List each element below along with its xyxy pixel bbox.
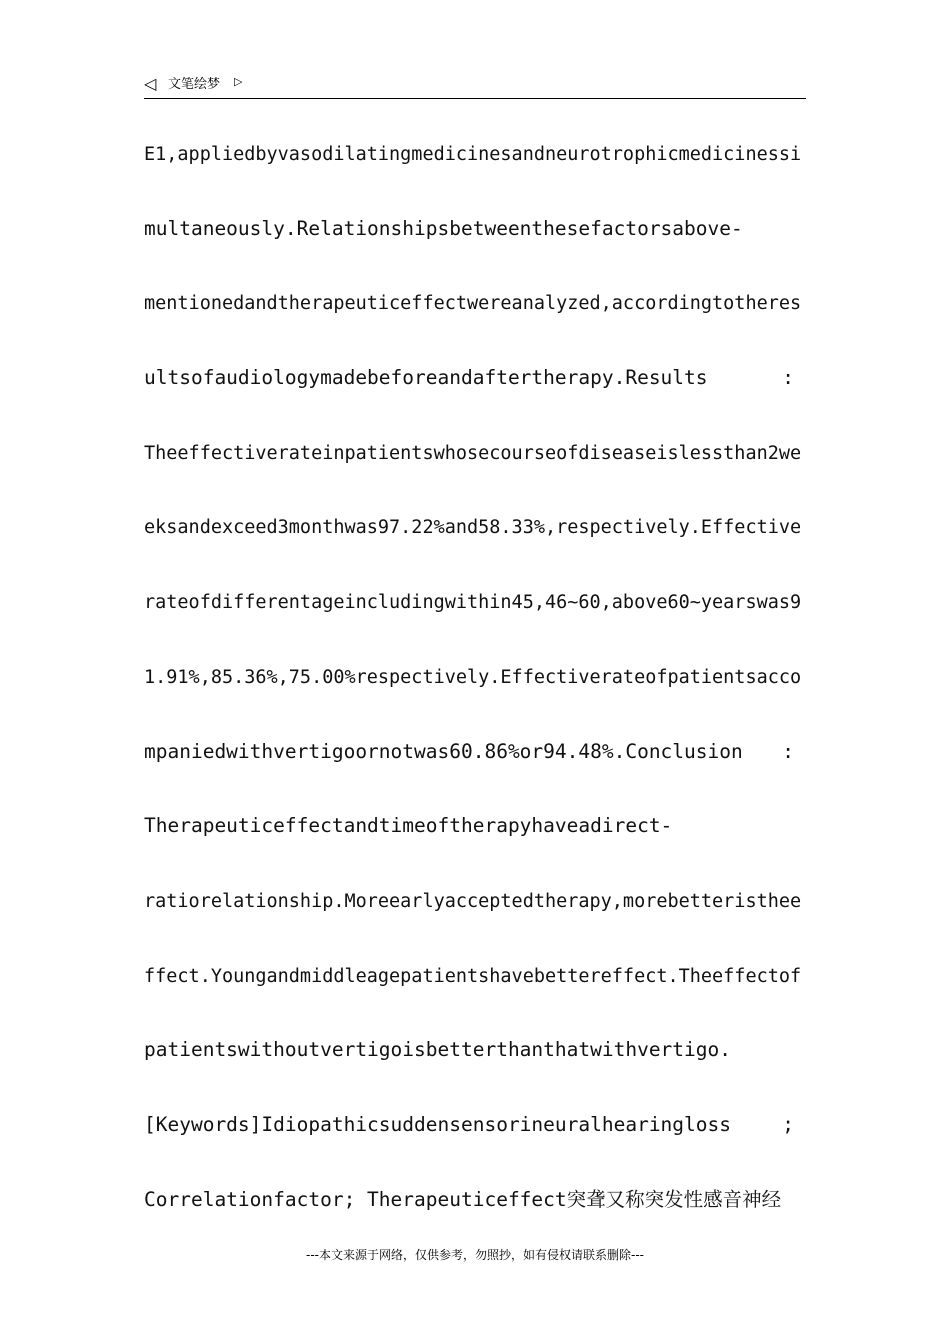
text-line [144,732,806,807]
line-text: 1.91%,85.36%,75.00%respectively.Effectiverateofpatientsacco [144,666,802,688]
line-text: Theeffectiverateinpatientswhosecourseofdiseaseislessthan2we [144,442,802,464]
abstract-body [144,134,806,1254]
text-line [144,1105,806,1180]
text-line [144,209,806,284]
text-line [144,881,806,956]
text-line [144,134,806,209]
line-text: ffect.Youngandmiddleagepatientshavebettereffect.Theeffectof [144,965,802,987]
text-line [144,582,806,657]
line-text: ultsofaudiologymadebeforeandaftertherapy.Results [144,366,708,390]
line-text: multaneously.Relationshipsbetweenthesefactorsabove- [144,216,743,240]
text-line [144,283,806,358]
line-text: Correlationfactor; Therapeuticeffect突聋又称突发性感音神经 [144,1187,782,1211]
left-triangle-icon: ◁ [144,74,157,93]
text-line [144,1180,806,1255]
line-text: [Keywords]Idiopathicsuddensensorineuralhearingloss [144,1112,731,1136]
line-text: eksandexceed3monthwas97.22%and58.33%,respectively.Effective [144,517,802,539]
line-punctuation: ; [782,1112,794,1136]
line-text: rateofdifferentageincludingwithin45,46~60,above60~yearswas9 [144,592,802,614]
line-punctuation: : [782,366,794,390]
text-line [144,657,806,732]
line-text: Therapeuticeffectandtimeoftherapyhaveadirect- [144,814,673,838]
text-line [144,358,806,433]
line-text: mpaniedwithvertigoornotwas60.86%or94.48%.Conclusion [144,739,743,763]
line-text: E1,appliedbyvasodilatingmedicinesandneurotrophicmedicinessi [144,144,802,165]
text-line [144,507,806,582]
line-text: mentionedandtherapeuticeffectwereanalyzed,accordingtotheres [144,293,802,315]
page-footer: ---本文来源于网络，仅供参考，勿照抄，如有侵权请联系删除--- [306,1248,644,1262]
header-title: 文笔绘梦 [168,77,221,92]
right-triangle-icon: ▷ [234,75,243,88]
line-punctuation: : [782,739,794,763]
text-line [144,956,806,1031]
line-text: patientswithoutvertigoisbetterthanthatwithvertigo. [144,1038,731,1062]
text-line [144,1030,806,1105]
text-line [144,433,806,508]
line-text: ratiorelationship.Moreearlyacceptedtherapy,morebetteristhee [144,890,802,912]
text-line [144,806,806,881]
page-header [144,72,806,99]
